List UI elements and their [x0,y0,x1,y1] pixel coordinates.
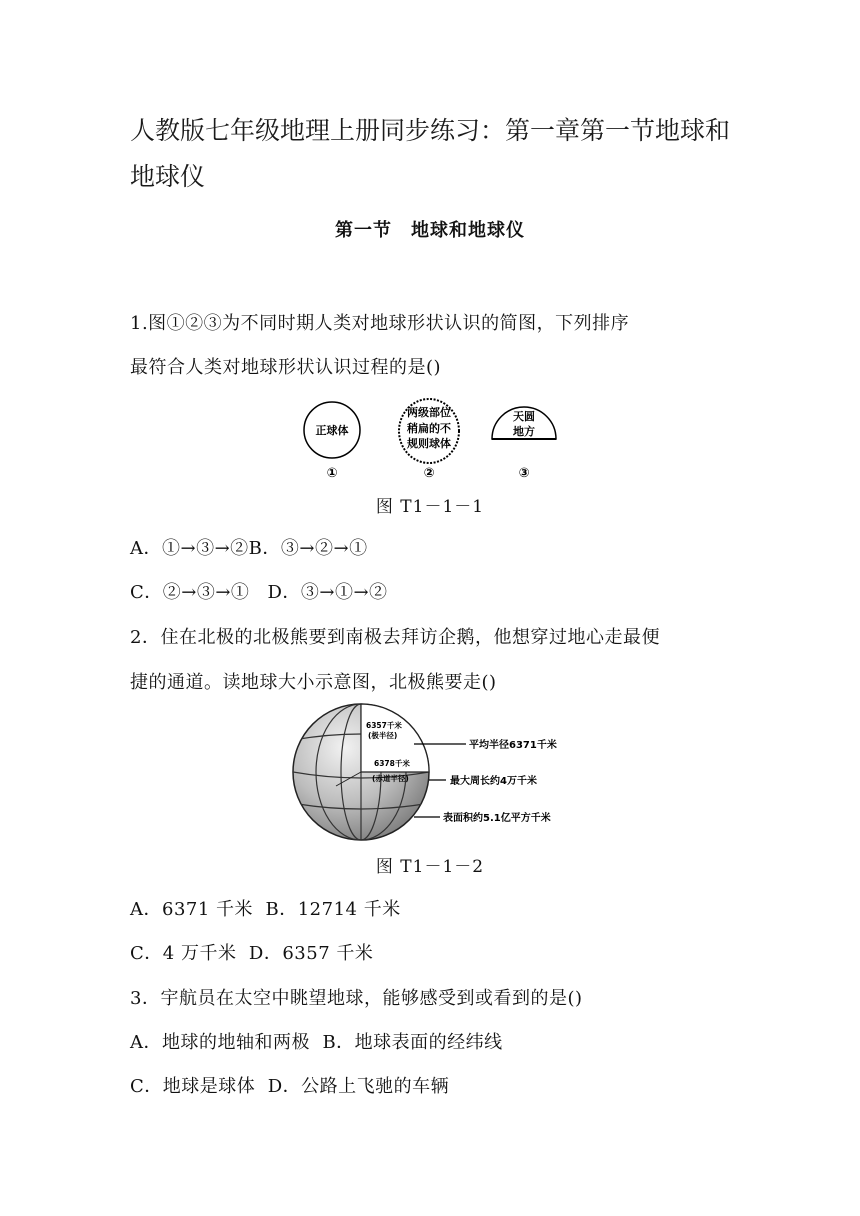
q3-stem: 3．宇航员在太空中眺望地球，能够感受到或看到的是() [130,988,583,1009]
q1-option-b[interactable]: B．③→②→① [248,538,368,559]
q1-option-a[interactable]: A．①→③→② [130,538,249,559]
q3-option-b[interactable]: B．地球表面的经纬线 [322,1032,503,1053]
q1-option-d[interactable]: D．③→①→② [267,582,388,603]
q3-options-row1 [130,1030,740,1056]
q3-option-c[interactable]: C．地球是球体 [130,1076,256,1097]
q1-stem-line2: 最符合人类对地球形状认识过程的是() [130,357,442,378]
figure-label-2: ② [423,466,435,481]
q2-options-row2 [130,941,740,967]
q1-option-c[interactable]: C．②→③→① [130,582,250,603]
q1-options-row2 [130,580,740,606]
q2-figure-caption: 图 T1－1－2 [375,857,485,877]
q3-options-row2 [130,1074,740,1100]
section-title: 第一节 地球和地球仪 [335,220,525,241]
q1-figure [295,395,570,485]
q2-option-c[interactable]: C．4 万千米 [130,943,237,964]
q1-figure-caption: 图 T1－1－1 [375,497,485,517]
q3-option-d[interactable]: D．公路上飞驰的车辆 [267,1076,450,1097]
q2-options-row1 [130,897,740,923]
q2-option-b[interactable]: B．12714 千米 [265,899,401,920]
q2-option-d[interactable]: D．6357 千米 [248,943,374,964]
max-circumference-label: 最大周长约4万千米 [450,776,537,787]
polar-radius-label-1: 6357千米 [366,721,402,730]
dome-label-sky: 天圆 [513,410,535,423]
dome-label-earth: 地方 [513,425,535,438]
q2-stem-line1: 2．住在北极的北极熊要到南极去拜访企鹅，他想穿过地心走最便 [130,627,660,648]
q2-option-a[interactable]: A．6371 千米 [130,899,254,920]
sphere-shape-label: 正球体 [315,424,349,437]
q1-stem-line1: 1.图①②③为不同时期人类对地球形状认识的简图，下列排序 [130,313,630,334]
geoid-shape-label-3: 规则球体 [407,437,451,450]
q2-globe-figure [288,700,573,845]
q2-stem-line2: 捷的通道。读地球大小示意图，北极熊要走() [130,672,497,693]
equator-radius-label-1: 6378千米 [374,759,410,768]
mean-radius-label: 平均半径6371千米 [469,740,557,751]
geoid-shape-label-1: 两级部位 [407,406,451,419]
equator-radius-label-2: (赤道半径) [372,774,409,783]
figure-label-3: ③ [518,466,530,481]
polar-radius-label-2: (极半径) [368,731,398,740]
figure-label-1: ① [326,466,338,481]
geoid-shape-label-2: 稍扁的不 [407,422,451,435]
q1-options-row1 [130,536,740,562]
surface-area-label: 表面积约5.1亿平方千米 [443,813,551,824]
document-title: 人教版七年级地理上册同步练习：第一章第一节地球和地球仪 [130,116,731,191]
q3-option-a[interactable]: A．地球的地轴和两极 [130,1032,310,1053]
